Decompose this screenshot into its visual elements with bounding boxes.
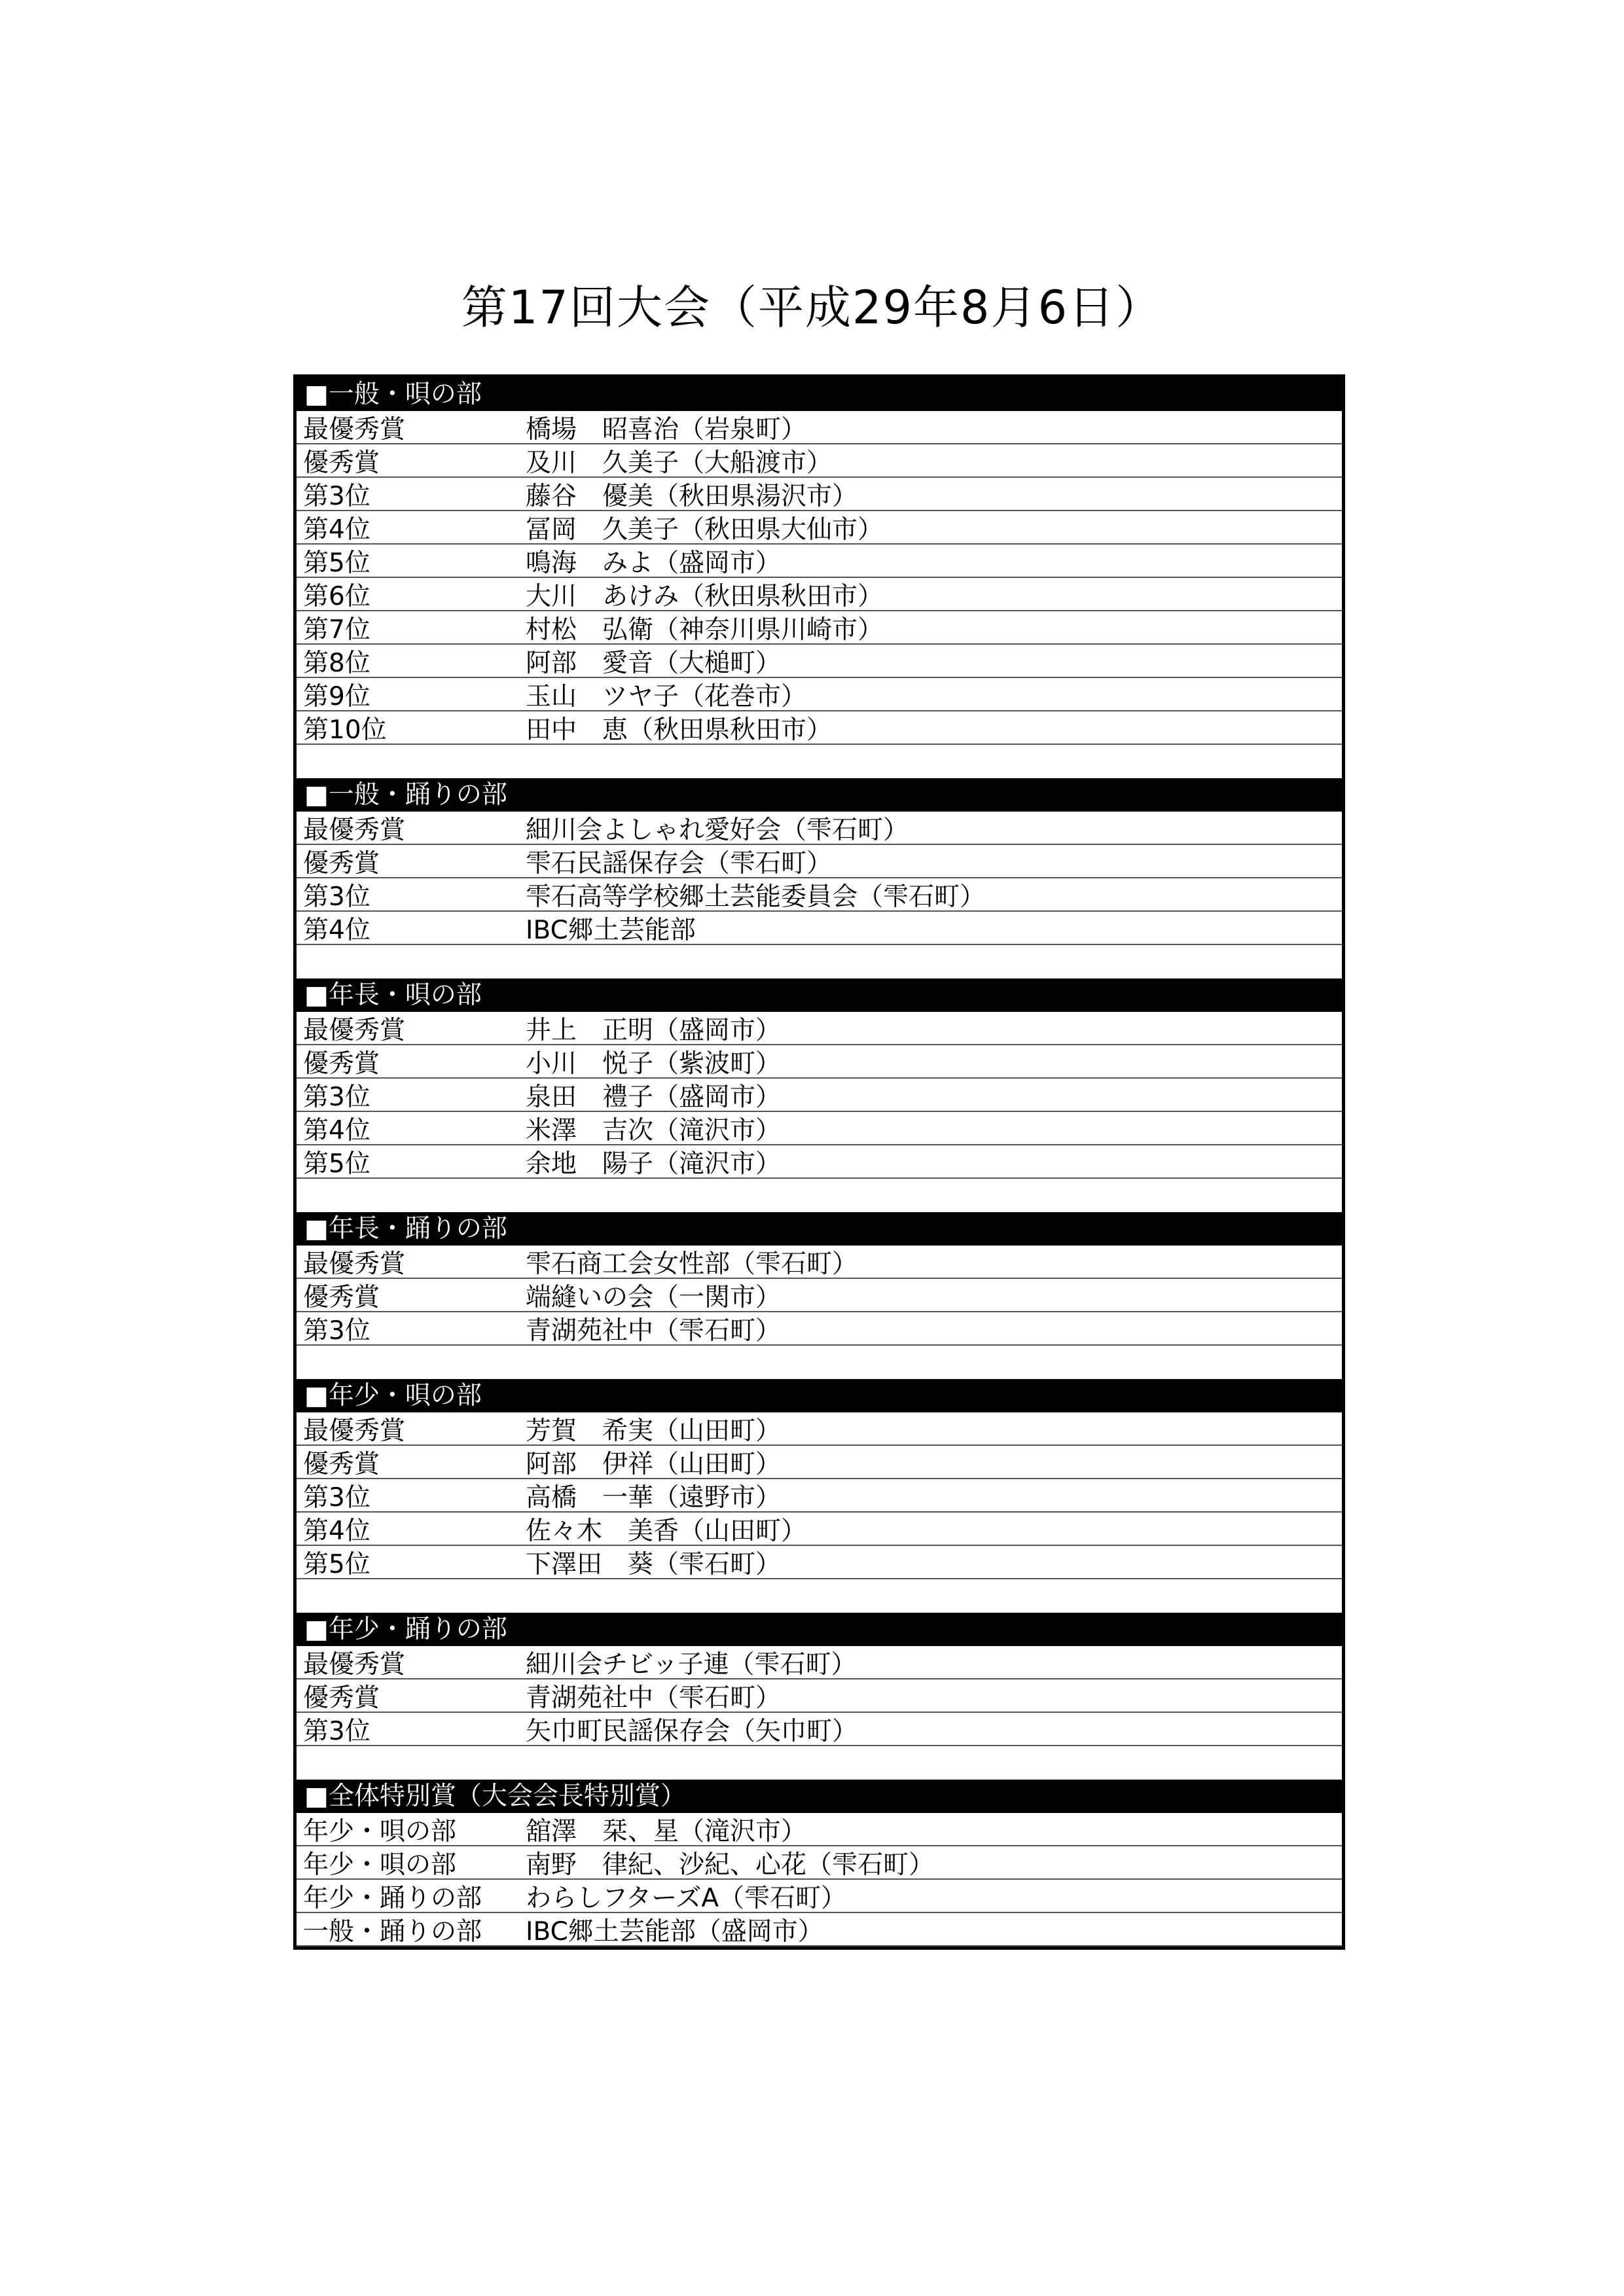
- award-label: 優秀賞: [303, 448, 380, 478]
- winner-name: 井上 正明（盛岡市）: [526, 1015, 782, 1045]
- table-row: [297, 545, 1342, 578]
- winner-name: 細川会よしゃれ愛好会（雫石町）: [526, 815, 909, 845]
- award-label: 第9位: [303, 681, 370, 711]
- table-row: [297, 812, 1342, 845]
- table-row: [297, 411, 1342, 444]
- award-label: 第3位: [303, 1316, 370, 1346]
- section-header: ■一般・唄の部: [297, 378, 1342, 411]
- table-row: [297, 1646, 1342, 1679]
- winner-name: 芳賀 希実（山田町）: [526, 1416, 782, 1446]
- award-label: 優秀賞: [303, 1683, 380, 1713]
- award-label: 第8位: [303, 648, 370, 678]
- winner-name: 青湖苑社中（雫石町）: [526, 1316, 782, 1346]
- award-label: 第3位: [303, 882, 370, 912]
- award-label: 第3位: [303, 1482, 370, 1513]
- table-row: [297, 1412, 1342, 1446]
- winner-name: 端縫いの会（一関市）: [526, 1282, 782, 1312]
- winner-name: 鳴海 みよ（盛岡市）: [526, 548, 782, 578]
- table-row: [297, 1546, 1342, 1579]
- table-row: [297, 1279, 1342, 1312]
- winner-name: 高橋 一華（遠野市）: [526, 1482, 782, 1513]
- award-label: 最優秀賞: [303, 1249, 406, 1279]
- winner-name: 橋場 昭喜治（岩泉町）: [526, 414, 807, 444]
- table-row: [297, 1446, 1342, 1479]
- award-label: 第4位: [303, 514, 370, 545]
- table-row: [297, 1713, 1342, 1746]
- winner-name: 余地 陽子（滝沢市）: [526, 1149, 782, 1179]
- section-header: ■年長・唄の部: [297, 978, 1342, 1012]
- table-row: [297, 1479, 1342, 1513]
- table-row: [297, 1079, 1342, 1112]
- section-spacer: [297, 1579, 1342, 1613]
- winner-name: 泉田 禮子（盛岡市）: [526, 1082, 782, 1112]
- table-row: [297, 845, 1342, 878]
- award-label: 優秀賞: [303, 848, 380, 878]
- section-header: ■年長・踊りの部: [297, 1212, 1342, 1246]
- table-row: [297, 611, 1342, 645]
- winner-name: 佐々木 美香（山田町）: [526, 1516, 807, 1546]
- section-spacer: [297, 1179, 1342, 1212]
- winner-name: 青湖苑社中（雫石町）: [526, 1683, 782, 1713]
- award-label: 年少・唄の部: [303, 1850, 457, 1880]
- section-header: ■年少・唄の部: [297, 1379, 1342, 1412]
- winner-name: 舘澤 栞、星（滝沢市）: [526, 1816, 807, 1846]
- winner-name: 下澤田 葵（雫石町）: [526, 1549, 782, 1579]
- table-row: [297, 678, 1342, 711]
- winner-name: 雫石民謡保存会（雫石町）: [526, 848, 833, 878]
- table-row: [297, 1246, 1342, 1279]
- award-label: 第5位: [303, 1149, 370, 1179]
- award-label: 年少・唄の部: [303, 1816, 457, 1846]
- award-label: 優秀賞: [303, 1449, 380, 1479]
- winner-name: 及川 久美子（大船渡市）: [526, 448, 833, 478]
- table-row: [297, 1813, 1342, 1846]
- section-spacer: [297, 1346, 1342, 1379]
- award-label: 最優秀賞: [303, 1015, 406, 1045]
- winner-name: IBC郷土芸能部: [526, 915, 696, 945]
- winner-name: 雫石商工会女性部（雫石町）: [526, 1249, 858, 1279]
- section-header: ■全体特別賞（大会会長特別賞）: [297, 1780, 1342, 1813]
- table-row: [297, 711, 1342, 745]
- winner-name: IBC郷土芸能部（盛岡市）: [526, 1916, 823, 1946]
- table-row: [297, 1145, 1342, 1179]
- results-table: [293, 374, 1345, 1950]
- award-label: 最優秀賞: [303, 1416, 406, 1446]
- page-title: 第17回大会（平成29年8月6日）: [461, 281, 1163, 334]
- winner-name: 南野 律紀、沙紀、心花（雫石町）: [526, 1850, 935, 1880]
- table-row: [297, 1045, 1342, 1079]
- winner-name: 村松 弘衛（神奈川県川崎市）: [526, 615, 884, 645]
- winner-name: 田中 恵（秋田県秋田市）: [526, 715, 833, 745]
- winner-name: 矢巾町民謡保存会（矢巾町）: [526, 1716, 858, 1746]
- award-label: 第7位: [303, 615, 370, 645]
- award-label: 優秀賞: [303, 1049, 380, 1079]
- award-label: 第3位: [303, 1716, 370, 1746]
- table-row: [297, 1112, 1342, 1145]
- award-label: 第5位: [303, 1549, 370, 1579]
- winner-name: 雫石高等学校郷土芸能委員会（雫石町）: [526, 882, 986, 912]
- table-row: [297, 1513, 1342, 1546]
- section-header: ■年少・踊りの部: [297, 1613, 1342, 1646]
- table-row: [297, 444, 1342, 478]
- winner-name: 細川会チビッ子連（雫石町）: [526, 1649, 857, 1679]
- table-row: [297, 1012, 1342, 1045]
- award-label: 第4位: [303, 1516, 370, 1546]
- section-header: ■一般・踊りの部: [297, 778, 1342, 812]
- award-label: 最優秀賞: [303, 1649, 406, 1679]
- award-label: 第6位: [303, 581, 370, 611]
- winner-name: 玉山 ツヤ子（花巻市）: [526, 681, 807, 711]
- award-label: 第5位: [303, 548, 370, 578]
- table-row: [297, 878, 1342, 912]
- table-row: [297, 1312, 1342, 1346]
- award-label: 第4位: [303, 915, 370, 945]
- award-label: 第3位: [303, 1082, 370, 1112]
- table-row: [297, 1846, 1342, 1880]
- winner-name: 阿部 伊祥（山田町）: [526, 1449, 782, 1479]
- table-row: [297, 511, 1342, 545]
- table-row: [297, 1880, 1342, 1913]
- section-spacer: [297, 1746, 1342, 1780]
- winner-name: 冨岡 久美子（秋田県大仙市）: [526, 514, 884, 545]
- section-spacer: [297, 945, 1342, 978]
- table-row: [297, 645, 1342, 678]
- award-label: 第3位: [303, 481, 370, 511]
- award-label: 第4位: [303, 1115, 370, 1145]
- award-label: 年少・踊りの部: [303, 1883, 482, 1913]
- table-row: [297, 1679, 1342, 1713]
- award-label: 最優秀賞: [303, 815, 406, 845]
- table-row: [297, 578, 1342, 611]
- award-label: 最優秀賞: [303, 414, 406, 444]
- winner-name: わらしフターズA（雫石町）: [526, 1883, 846, 1913]
- award-label: 一般・踊りの部: [303, 1916, 482, 1946]
- winner-name: 藤谷 優美（秋田県湯沢市）: [526, 481, 858, 511]
- winner-name: 小川 悦子（紫波町）: [526, 1049, 782, 1079]
- table-row: [297, 1913, 1342, 1946]
- award-label: 第10位: [303, 715, 387, 745]
- winner-name: 米澤 吉次（滝沢市）: [526, 1115, 782, 1145]
- table-row: [297, 912, 1342, 945]
- winner-name: 阿部 愛音（大槌町）: [526, 648, 782, 678]
- table-row: [297, 478, 1342, 511]
- winner-name: 大川 あけみ（秋田県秋田市）: [526, 581, 884, 611]
- award-label: 優秀賞: [303, 1282, 380, 1312]
- section-spacer: [297, 745, 1342, 778]
